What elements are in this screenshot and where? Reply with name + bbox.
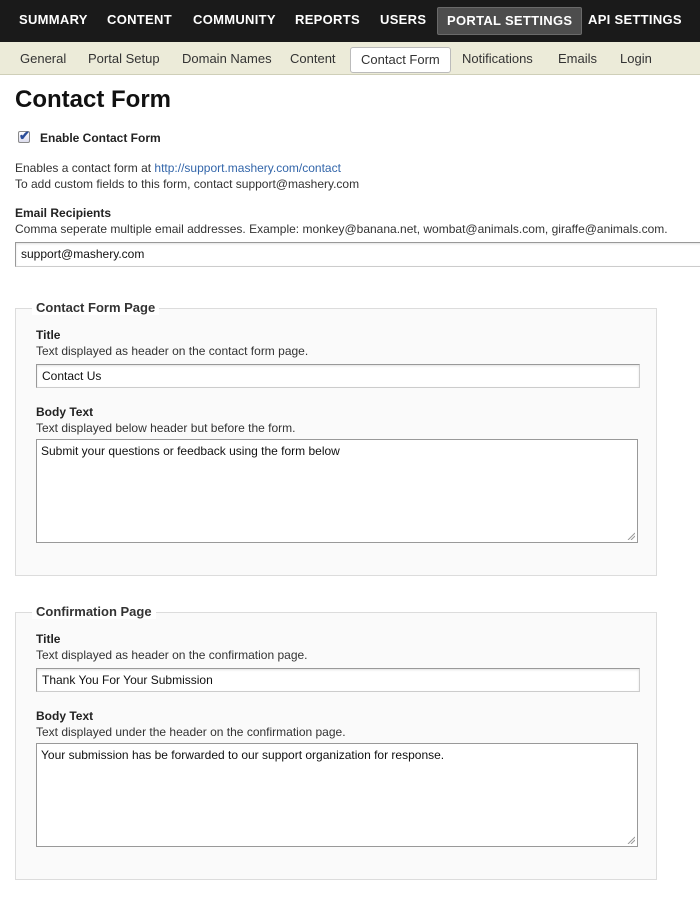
topnav-portal-settings[interactable]: PORTAL SETTINGS (437, 7, 582, 35)
top-nav (0, 0, 700, 42)
checkmark-icon: ✔ (19, 128, 30, 143)
subnav-domain-names[interactable]: Domain Names (182, 51, 272, 66)
description-prefix: Enables a contact form at (15, 161, 155, 175)
description-line-2: To add custom fields to this form, contact support@mashery.com (15, 177, 360, 191)
page-title: Contact Form (15, 86, 171, 113)
contact-title-help: Text displayed as header on the contact form page. (36, 344, 309, 358)
sub-nav (0, 42, 700, 75)
resize-grip-icon[interactable] (627, 836, 635, 844)
email-recipients-input[interactable]: support@mashery.com (15, 242, 700, 267)
description-line-1 (15, 161, 341, 175)
enable-contact-form-label: Enable Contact Form (40, 131, 161, 145)
topnav-community[interactable]: COMMUNITY (193, 12, 276, 27)
email-recipients-help: Comma seperate multiple email addresses. Example: monkey@banana.net, wombat@animals.com, giraffe@animals.com. (15, 222, 668, 236)
confirmation-body-text: Your submission has be forwarded to our support organization for response. (41, 748, 445, 762)
subnav-portal-setup[interactable]: Portal Setup (88, 51, 160, 66)
topnav-users[interactable]: USERS (380, 12, 427, 27)
confirmation-body-textarea[interactable] (36, 743, 638, 847)
resize-grip-icon[interactable] (627, 532, 635, 540)
enable-contact-form-checkbox[interactable] (18, 128, 30, 143)
topnav-summary[interactable]: SUMMARY (19, 12, 88, 27)
subnav-general[interactable]: General (20, 51, 67, 66)
subnav-contact-form[interactable]: Contact Form (350, 47, 451, 73)
contact-body-label: Body Text (36, 405, 94, 419)
subnav-notifications[interactable]: Notifications (462, 51, 533, 66)
contact-body-text: Submit your questions or feedback using the form below (41, 444, 340, 458)
contact-title-label: Title (36, 328, 61, 342)
subnav-login[interactable]: Login (620, 51, 652, 66)
confirmation-body-label: Body Text (36, 709, 94, 723)
topnav-reports[interactable]: REPORTS (295, 12, 360, 27)
confirmation-title-label: Title (36, 632, 61, 646)
contact-form-page-legend: Contact Form Page (32, 300, 159, 315)
contact-url-link[interactable]: http://support.mashery.com/contact (154, 161, 341, 175)
contact-body-textarea[interactable] (36, 439, 638, 543)
confirmation-page-legend: Confirmation Page (32, 604, 156, 619)
contact-body-help: Text displayed below header but before the form. (36, 421, 296, 435)
topnav-content[interactable]: CONTENT (107, 12, 172, 27)
topnav-api-settings[interactable]: API SETTINGS (588, 12, 682, 27)
contact-title-input[interactable]: Contact Us (36, 364, 640, 388)
confirmation-body-help: Text displayed under the header on the confirmation page. (36, 725, 346, 739)
confirmation-title-help: Text displayed as header on the confirmation page. (36, 648, 308, 662)
subnav-content[interactable]: Content (290, 51, 336, 66)
email-recipients-label: Email Recipients (15, 206, 112, 220)
confirmation-title-input[interactable]: Thank You For Your Submission (36, 668, 640, 692)
subnav-emails[interactable]: Emails (558, 51, 598, 66)
